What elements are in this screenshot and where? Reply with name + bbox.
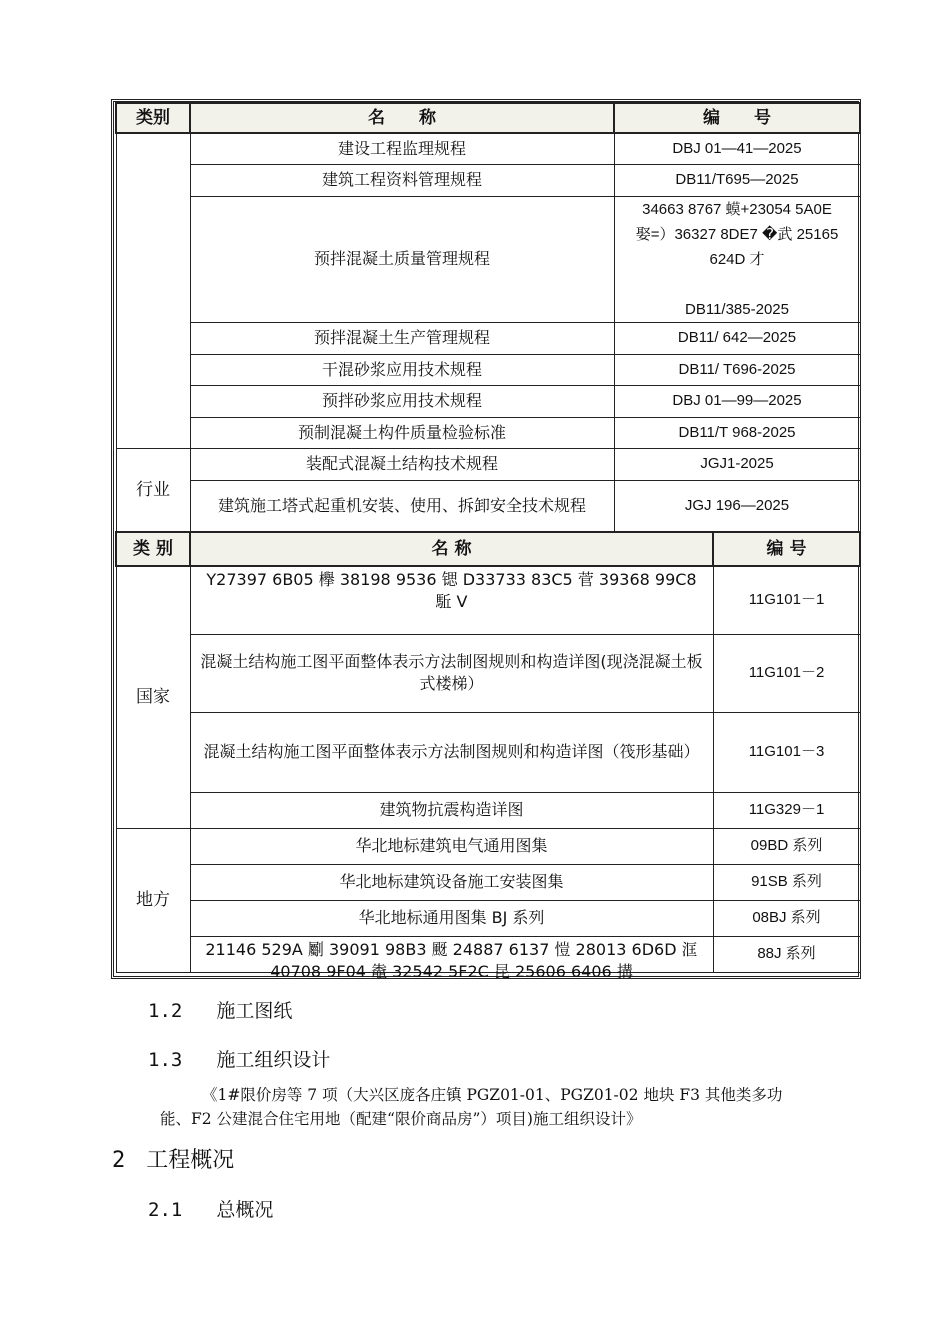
table-row: [116, 164, 860, 196]
standard-name: 建设工程监理规程: [190, 133, 614, 164]
standard-name: 装配式混凝土结构技术规程: [190, 448, 614, 480]
heading-1-3: [148, 1045, 330, 1072]
table-row: [116, 864, 860, 900]
standard-code: JGJ1-2025: [614, 448, 860, 480]
atlas-code: 11G101－3: [713, 712, 860, 792]
heading-number: 2: [112, 1148, 126, 1173]
atlas-name: 混凝土结构施工图平面整体表示方法制图规则和构造详图（筏形基础）: [190, 712, 713, 792]
heading-number: 2.1: [148, 1199, 183, 1221]
table-row: [116, 792, 860, 828]
table-row: [116, 448, 860, 480]
standard-name: 预拌混凝土生产管理规程: [190, 322, 614, 354]
table-header-row: [116, 532, 860, 566]
heading-number: 1.3: [148, 1049, 183, 1071]
table-header-row: [116, 103, 860, 133]
heading-title: 总概况: [216, 1199, 274, 1221]
atlas-name: 建筑物抗震构造详图: [190, 792, 713, 828]
category-national: 国家: [116, 566, 190, 828]
standards-table-industry: [115, 102, 861, 533]
heading-1-2: [148, 996, 292, 1023]
table-row: [116, 196, 860, 322]
table-row: [116, 566, 860, 634]
standard-code: DBJ 01—41—2025: [614, 133, 860, 164]
code-line-blank: [621, 272, 854, 297]
atlas-name: 华北地标建筑设备施工安装图集: [190, 864, 713, 900]
standard-name: 建筑施工塔式起重机安装、使用、拆卸安全技术规程: [190, 480, 614, 532]
standard-code: DB11/ 642—2025: [614, 322, 860, 354]
heading-number: 1.2: [148, 1000, 183, 1022]
header-category: 类 别: [116, 532, 190, 566]
clipped-text: 21146 529A 劚 39091 98B3 颬 24887 6137 愷 28013 6D6D 洭 40708 9F04 鼄 32542 5F2C 昆 25606 6406 搆: [205, 939, 698, 981]
table-row: [116, 900, 860, 936]
atlas-code: 08BJ 系列: [713, 900, 860, 936]
atlas-code: 11G329－1: [713, 792, 860, 828]
table-row: [116, 936, 860, 972]
atlas-code: 88J 系列: [713, 936, 860, 972]
table-row: [116, 385, 860, 417]
atlas-name: Y27397 6B05 欅 38198 9536 锶 D33733 83C5 菅 39368 99C8 駈 V: [190, 566, 713, 634]
header-code: 编 号: [713, 532, 860, 566]
table-row: [116, 354, 860, 385]
category-industry: 行业: [116, 448, 190, 532]
standard-code: DB11/ T696-2025: [614, 354, 860, 385]
heading-title: 施工组织设计: [216, 1049, 331, 1071]
paragraph-line: 《1#限价房等 7 项（大兴区庞各庄镇 PGZ01-01、PGZ01-02 地块 F3 其他类多功: [202, 1086, 783, 1104]
paragraph-line: 能、F2 公建混合住宅用地（配建“限价商品房”）项目)施工组织设计》: [160, 1110, 642, 1128]
code-line: 624D 才: [709, 250, 765, 268]
code-line: 娶=）36327 8DE7 �武 25165: [635, 225, 839, 243]
standard-code: DB11/T695—2025: [614, 164, 860, 196]
standard-name: 干混砂浆应用技术规程: [190, 354, 614, 385]
atlas-name-clipped: [190, 936, 713, 981]
atlas-code: 91SB 系列: [713, 864, 860, 900]
code-line: DB11/385-2025: [685, 300, 789, 318]
standard-name: 建筑工程资料管理规程: [190, 164, 614, 196]
standard-code-multiline: [614, 196, 860, 322]
atlas-name: 华北地标通用图集 BJ 系列: [190, 900, 713, 936]
code-line: 34663 8767 蟆+23054 5A0E: [642, 200, 832, 218]
heading-title: 工程概况: [146, 1148, 235, 1173]
header-code: 编 号: [614, 103, 860, 133]
table-row: [116, 828, 860, 864]
standard-name: 预拌混凝土质量管理规程: [190, 196, 614, 322]
standard-code: DB11/T 968-2025: [614, 417, 860, 448]
paragraph-org-design: [160, 1083, 860, 1131]
table-row: [116, 417, 860, 448]
table-row: [116, 634, 860, 712]
table-row: [116, 133, 860, 164]
standard-code: JGJ 196—2025: [614, 480, 860, 532]
atlas-name: 华北地标建筑电气通用图集: [190, 828, 713, 864]
category-cell-blank: [116, 133, 190, 448]
heading-2-1: [148, 1195, 273, 1222]
atlas-code: 09BD 系列: [713, 828, 860, 864]
standard-name: 预拌砂浆应用技术规程: [190, 385, 614, 417]
atlas-code: 11G101－1: [713, 566, 860, 634]
heading-title: 施工图纸: [216, 1000, 293, 1022]
atlas-name: 混凝土结构施工图平面整体表示方法制图规则和构造详图(现浇混凝土板式楼梯）: [190, 634, 713, 712]
header-name: 名 称: [190, 103, 614, 133]
atlas-code: 11G101－2: [713, 634, 860, 712]
category-local: 地方: [116, 828, 190, 972]
heading-2: [112, 1143, 234, 1174]
standard-code: DBJ 01—99—2025: [614, 385, 860, 417]
drawing-atlas-table: [115, 531, 861, 981]
table-row: [116, 712, 860, 792]
standard-name: 预制混凝土构件质量检验标准: [190, 417, 614, 448]
header-category: 类别: [116, 103, 190, 133]
table-row: [116, 322, 860, 354]
header-name: 名 称: [190, 532, 713, 566]
table-row: [116, 480, 860, 532]
